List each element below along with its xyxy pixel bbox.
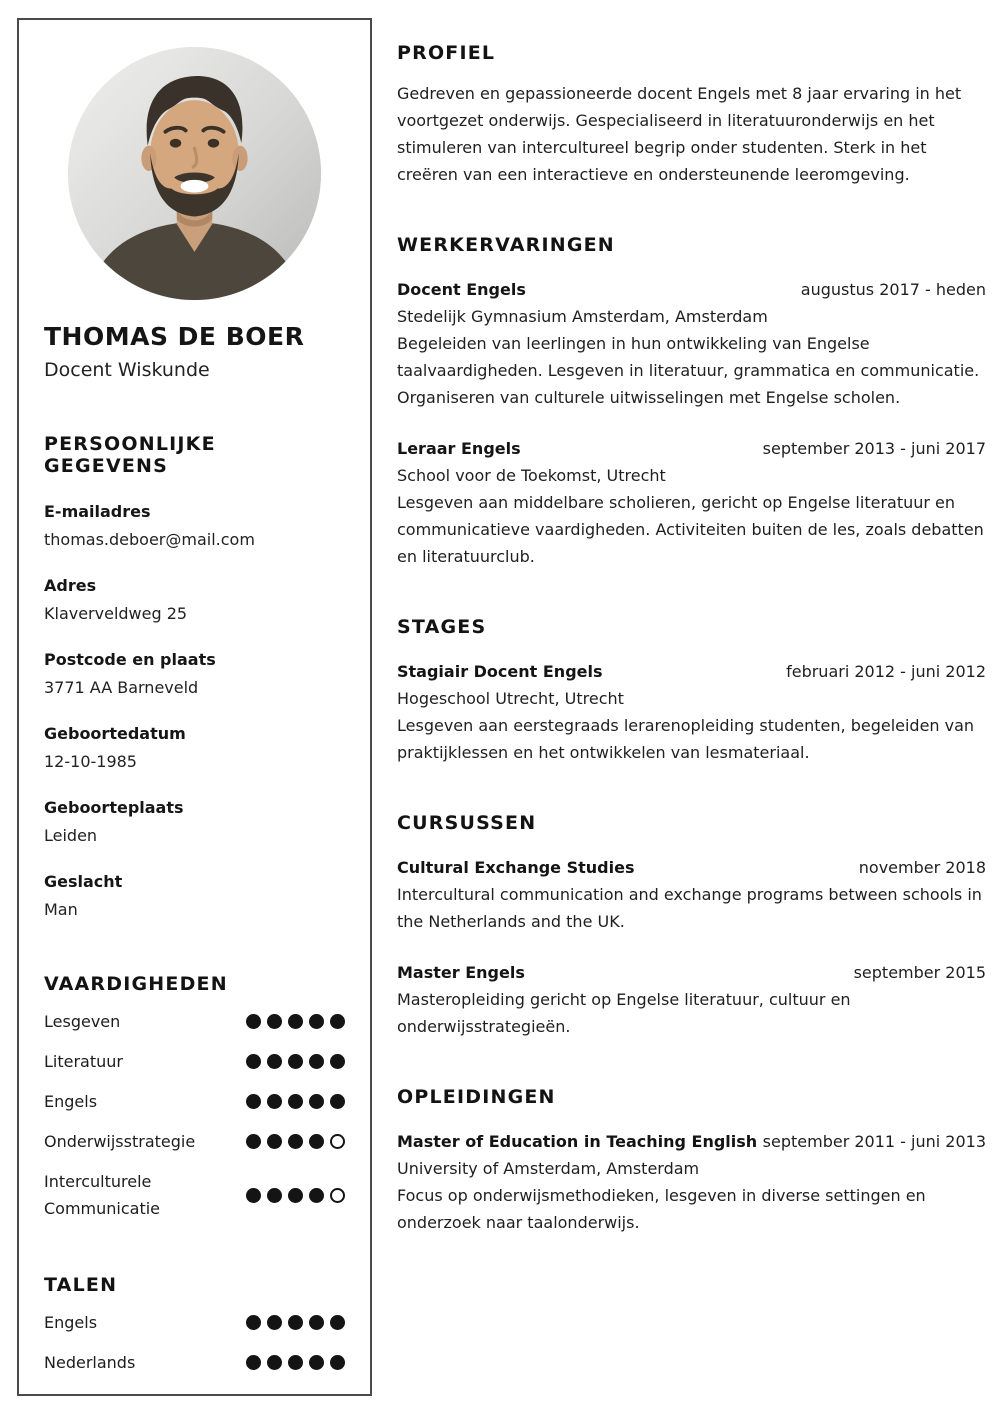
internships-section [397, 616, 986, 766]
entry-title: Docent Engels [397, 280, 526, 299]
profile-photo [68, 47, 321, 300]
entry-title: Leraar Engels [397, 439, 521, 458]
portrait-illustration [68, 47, 321, 300]
section-heading: WERKERVARINGEN [397, 234, 615, 256]
rating-dot-filled [288, 1315, 303, 1330]
rating-dot-filled [309, 1094, 324, 1109]
rating-dot-filled [288, 1094, 303, 1109]
work-experience-section [397, 234, 986, 570]
experience-entry [397, 435, 986, 570]
entry-date: augustus 2017 - heden [800, 280, 986, 299]
skill-row [44, 1008, 345, 1035]
rating-dot-filled [267, 1014, 282, 1029]
profile-heading: PROFIEL [397, 42, 496, 64]
rating-dot-filled [246, 1315, 261, 1330]
field-label: Adres [44, 576, 97, 595]
skill-row [44, 1168, 345, 1222]
rating-dot-filled [246, 1188, 261, 1203]
entry-date: september 2011 - juni 2013 [762, 1132, 986, 1151]
rating-dot-filled [246, 1094, 261, 1109]
rating-dot-filled [246, 1355, 261, 1370]
field-value: Klaverveldweg 25 [44, 604, 188, 623]
entry-description: Focus op onderwijsmethodieken, lesgeven in diverse settingen en onderzoek naar taalonderwijs. [397, 1186, 926, 1232]
rating-dot-filled [288, 1134, 303, 1149]
entry-description: Masteropleiding gericht op Engelse literatuur, cultuur en onderwijsstrategieën. [397, 990, 851, 1036]
skill-rating-dots [246, 1134, 345, 1149]
entry-title: Cultural Exchange Studies [397, 858, 635, 877]
rating-dot-filled [246, 1134, 261, 1149]
skill-label: Onderwijsstrategie [44, 1132, 196, 1151]
languages-heading: TALEN [44, 1274, 118, 1296]
entry-date: februari 2012 - juni 2012 [786, 662, 986, 681]
rating-dot-filled [267, 1054, 282, 1069]
rating-dot-filled [267, 1094, 282, 1109]
entry-organization: University of Amsterdam, Amsterdam [397, 1159, 700, 1178]
entry-organization: School voor de Toekomst, Utrecht [397, 466, 666, 485]
field-gender [44, 870, 345, 921]
rating-dot-filled [309, 1134, 324, 1149]
skill-label: Literatuur [44, 1052, 123, 1071]
field-birthdate [44, 722, 345, 773]
entry-description: Intercultural communication and exchange programs between schools in the Netherlands and the UK. [397, 885, 982, 931]
rating-dot-filled [330, 1094, 345, 1109]
language-rating-dots [246, 1315, 345, 1330]
section-heading: CURSUSSEN [397, 812, 537, 834]
skill-row [44, 1128, 345, 1155]
rating-dot-filled [330, 1014, 345, 1029]
rating-dot-filled [309, 1014, 324, 1029]
entry-description: Begeleiden van leerlingen in hun ontwikkeling van Engelse taalvaardigheden. Lesgeven in literatuur, grammatica en communicatie. Organiseren van culturele uitwisselingen met Engelse scholen. [397, 334, 980, 407]
entry-title: Master of Education in Teaching English [397, 1132, 758, 1151]
courses-section [397, 812, 986, 1040]
rating-dot-filled [309, 1355, 324, 1370]
language-row [44, 1309, 345, 1336]
section-heading: OPLEIDINGEN [397, 1086, 556, 1108]
field-value: thomas.deboer@mail.com [44, 530, 255, 549]
rating-dot-filled [288, 1014, 303, 1029]
rating-dot-filled [309, 1054, 324, 1069]
field-value: 12-10-1985 [44, 752, 137, 771]
entry-date: september 2015 [853, 963, 986, 982]
section-heading: STAGES [397, 616, 487, 638]
entry-title: Master Engels [397, 963, 525, 982]
course-entry [397, 959, 986, 1040]
field-label: Geboortedatum [44, 724, 186, 743]
skills-list [44, 1008, 345, 1222]
rating-dot-filled [267, 1315, 282, 1330]
profile-section [397, 42, 986, 188]
entry-organization: Hogeschool Utrecht, Utrecht [397, 689, 624, 708]
main-column [397, 0, 986, 1236]
internship-entry [397, 658, 986, 766]
field-value: Leiden [44, 826, 98, 845]
education-section [397, 1086, 986, 1236]
field-email [44, 500, 345, 551]
entry-title: Stagiair Docent Engels [397, 662, 603, 681]
course-entry [397, 854, 986, 935]
skill-rating-dots [246, 1054, 345, 1069]
field-label: E-mailadres [44, 502, 151, 521]
skills-heading: VAARDIGHEDEN [44, 973, 228, 995]
rating-dot-filled [309, 1315, 324, 1330]
experience-entry [397, 276, 986, 411]
field-value: 3771 AA Barneveld [44, 678, 199, 697]
rating-dot-filled [267, 1355, 282, 1370]
skill-row [44, 1088, 345, 1115]
skill-rating-dots [246, 1014, 345, 1029]
person-name: THOMAS DE BOER [44, 322, 305, 351]
rating-dot-filled [330, 1054, 345, 1069]
rating-dot-filled [246, 1054, 261, 1069]
entry-description: Lesgeven aan middelbare scholieren, gericht op Engelse literatuur en communicatieve vaardigheden. Activiteiten buiten de les, zoals debatten en literatuurclub. [397, 493, 984, 566]
skill-rating-dots [246, 1188, 345, 1203]
skill-label: Lesgeven [44, 1012, 121, 1031]
field-address [44, 574, 345, 625]
rating-dot-filled [267, 1134, 282, 1149]
language-row [44, 1349, 345, 1376]
entry-description: Lesgeven aan eerstegraads lerarenopleiding studenten, begeleiden van praktijklessen en het ontwikkelen van lesmateriaal. [397, 716, 975, 762]
sidebar [17, 18, 372, 1396]
rating-dot-filled [330, 1315, 345, 1330]
language-rating-dots [246, 1355, 345, 1370]
rating-dot-filled [288, 1188, 303, 1203]
skill-row [44, 1048, 345, 1075]
person-job-title: Docent Wiskunde [44, 359, 210, 381]
rating-dot-filled [309, 1188, 324, 1203]
entry-date: september 2013 - juni 2017 [762, 439, 986, 458]
rating-dot-filled [330, 1355, 345, 1370]
rating-dot-empty [330, 1134, 345, 1149]
skill-label: Interculturele Communicatie [44, 1172, 161, 1218]
entry-organization: Stedelijk Gymnasium Amsterdam, Amsterdam [397, 307, 768, 326]
entry-date: november 2018 [858, 858, 986, 877]
rating-dot-filled [267, 1188, 282, 1203]
field-postcode-city [44, 648, 345, 699]
language-label: Nederlands [44, 1353, 136, 1372]
rating-dot-filled [288, 1355, 303, 1370]
field-value: Man [44, 900, 78, 919]
skill-label: Engels [44, 1092, 98, 1111]
personal-details-heading: PERSOONLIJKE GEGEVENS [44, 433, 216, 477]
rating-dot-empty [330, 1188, 345, 1203]
education-entry [397, 1128, 986, 1236]
language-label: Engels [44, 1313, 98, 1332]
field-label: Geslacht [44, 872, 123, 891]
rating-dot-filled [246, 1014, 261, 1029]
languages-list [44, 1309, 345, 1376]
field-label: Geboorteplaats [44, 798, 184, 817]
skill-rating-dots [246, 1094, 345, 1109]
profile-text: Gedreven en gepassioneerde docent Engels met 8 jaar ervaring in het voortgezet onderwijs. Gespecialiseerd in literatuuronderwijs en het stimuleren van intercultureel begrip onder studenten. Sterk in het creëren van een interactieve en ondersteunende leeromgeving. [397, 84, 962, 184]
field-label: Postcode en plaats [44, 650, 216, 669]
field-birthplace [44, 796, 345, 847]
rating-dot-filled [288, 1054, 303, 1069]
